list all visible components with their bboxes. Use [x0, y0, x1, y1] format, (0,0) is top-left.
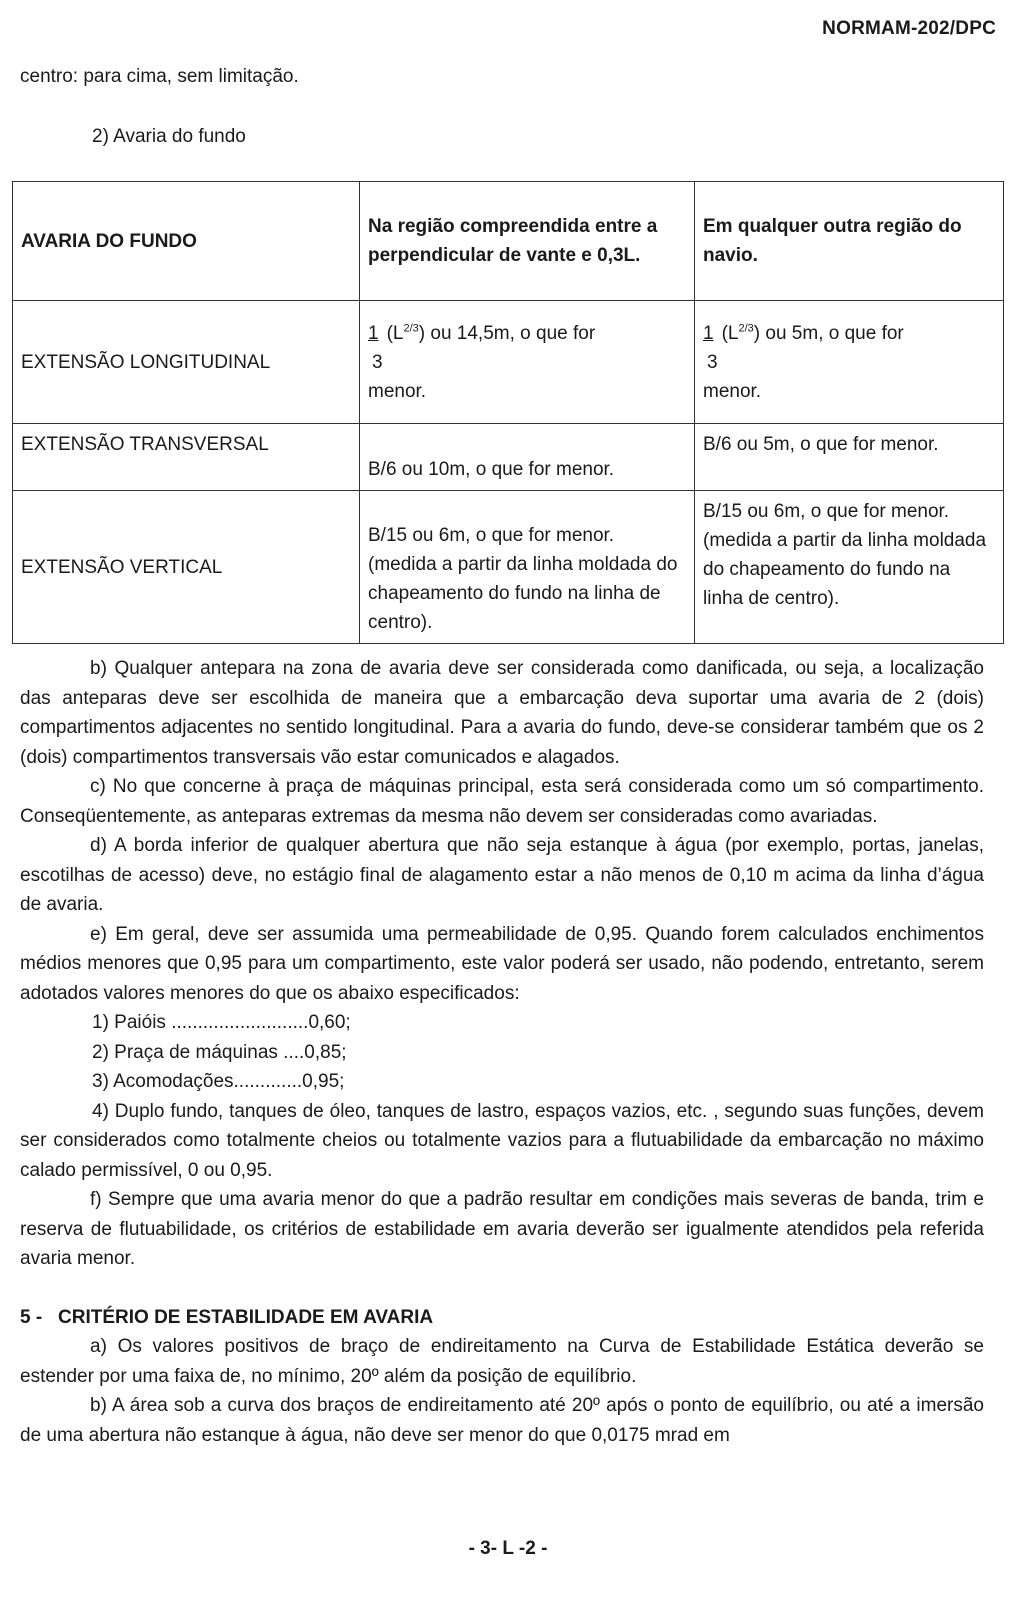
fraction-denominator: 3: [372, 351, 383, 373]
paragraph-e: e) Em geral, deve ser assumida uma permeabilidade de 0,95. Quando forem calculados enchimentos médios menores que 0,95 para um compartimento, este valor poderá ser usado, não podendo, entretanto, serem adotados valores menores do que os abaixo especificados:: [20, 923, 984, 1004]
table-row: [13, 301, 1004, 424]
section-title: 5 - CRITÉRIO DE ESTABILIDADE EM AVARIA: [20, 1306, 434, 1328]
header-cell-other-region: Em qualquer outra região do navio.: [695, 182, 1004, 301]
fraction-numerator: 1: [368, 322, 379, 344]
cell-vertical-forward: B/15 ou 6m, o que for menor. (medida a partir da linha moldada do chapeamento do fundo na linha de centro).: [360, 491, 695, 644]
cell-text: $(L^{2/3})$ ou 5m, o que for: [721, 322, 904, 344]
section-paragraph-a: a) Os valores positivos de braço de endireitamento na Curva de Estabilidade Estática deverão se estender por uma faixa de, no mínimo, 20º além da posição de equilíbrio.: [20, 1336, 984, 1387]
list-item-praca-maquinas: 2) Praça de máquinas ....0,85;: [92, 1041, 347, 1063]
cell-longitudinal-forward: [360, 301, 695, 424]
fraction-numerator: 1: [703, 322, 714, 344]
continuation-text: centro: para cima, sem limitação.: [20, 66, 299, 87]
list-item-duplo-fundo: 4) Duplo fundo, tanques de óleo, tanques de lastro, espaços vazios, etc. , segundo suas funções, devem ser considerados como totalmente cheios ou totalmente vazios para a flutuabilidade da embarcação no máximo calado permissível, 0 ou 0,95.: [20, 1100, 984, 1181]
cell-transversal-other: B/6 ou 5m, o que for menor.: [695, 424, 1004, 491]
cell-vertical-other: B/15 ou 6m, o que for menor. (medida a partir da linha moldada do chapeamento do fundo na linha de centro).: [695, 491, 1004, 644]
cell-transversal-forward: B/6 ou 10m, o que for menor.: [360, 424, 695, 491]
fraction-denominator: 3: [707, 351, 718, 373]
paragraph-b: b) Qualquer antepara na zona de avaria deve ser considerada como danificada, ou seja, a localização das anteparas deve ser escolhida de maneira que a embarcação deva suportar uma avaria de 2 (dois) compartimentos adjacentes no sentido longitudinal. Para a avaria do fundo, deve-se considerar também que os 2 (dois) compartimentos transversais vão estar comunicados e alagados.: [20, 658, 984, 768]
paragraph-c: c) No que concerne à praça de máquinas principal, esta será considerada como um só compartimento. Conseqüentemente, as anteparas extremas da mesma não devem ser consideradas como avariadas.: [20, 776, 984, 827]
cell-text-tail: menor.: [368, 380, 427, 402]
table-header-row: [13, 182, 1004, 301]
cell-longitudinal-other: [695, 301, 1004, 424]
document-code: NORMAM-202/DPC: [822, 18, 996, 39]
page-number: - 3- L -2 -: [468, 1538, 548, 1559]
header-cell-type: AVARIA DO FUNDO: [13, 182, 360, 301]
section-paragraph-b: b) A área sob a curva dos braços de endireitamento até 20º após o ponto de equilíbrio, ou até a imersão de uma abertura não estanque à água, não deve ser menor do que 0,0175 mrad em: [20, 1395, 984, 1446]
row-label-vertical: EXTENSÃO VERTICAL: [13, 491, 360, 644]
row-label-transversal: EXTENSÃO TRANSVERSAL: [13, 424, 360, 491]
list-item-acomodacoes: 3) Acomodações.............0,95;: [92, 1071, 345, 1092]
cell-text: $(L^{2/3})$ ou 14,5m, o que for: [386, 322, 596, 344]
row-label-longitudinal: EXTENSÃO LONGITUDINAL: [13, 301, 360, 424]
paragraph-d: d) A borda inferior de qualquer abertura que não seja estanque à água (por exemplo, portas, janelas, escotilhas de acesso) deve, no estágio final de alagamento estar a não menos de 0,10 m acima da linha d’água de avaria.: [20, 835, 984, 915]
subsection-heading: 2) Avaria do fundo: [92, 126, 246, 147]
body-text: [20, 654, 984, 1450]
table-row: [13, 424, 1004, 491]
paragraph-f: f) Sempre que uma avaria menor do que a padrão resultar em condições mais severas de banda, trim e reserva de flutuabilidade, os critérios de estabilidade em avaria deverão ser igualmente atendidos pela referida avaria menor.: [20, 1189, 984, 1269]
list-item-paiois: 1) Paióis ..........................0,60;: [92, 1012, 351, 1033]
table-row: [13, 491, 1004, 644]
cell-text-tail: menor.: [703, 380, 762, 402]
header-cell-forward-region: Na região compreendida entre a perpendicular de vante e 0,3L.: [360, 182, 695, 301]
bottom-damage-table: [12, 181, 1004, 644]
